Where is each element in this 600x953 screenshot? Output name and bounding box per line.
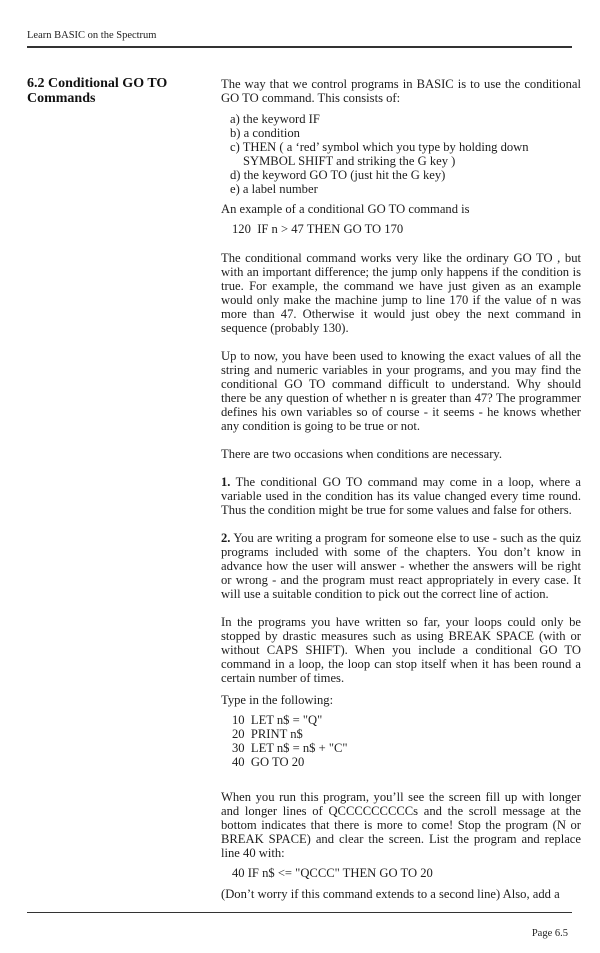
section-title: 6.2 Conditional GO TO Commands <box>27 76 168 106</box>
program-listing <box>232 713 581 769</box>
components-list <box>221 112 581 196</box>
final-paragraph: (Don’t worry if this command extends to a second line) Also, add a <box>221 887 560 901</box>
conditional-paragraph: The conditional command works very like the ordinary GO TO , but with an important difference; the jump only happens if the condition is true. For example, the command we have just given as an example would only make the machine jump to line 170 if the value of n was more than 47. Otherwise it would just obey the next command in sequence (probably 130). <box>221 251 581 335</box>
list-item: c) THEN ( a ‘red’ symbol which you type by holding down SYMBOL SHIFT and striking the G key ) <box>230 140 529 168</box>
list-item: e) a label number <box>230 182 318 196</box>
running-head: Learn BASIC on the Spectrum <box>27 30 157 41</box>
occasion-1-paragraph <box>221 475 581 517</box>
program-line: 30 LET n$ = n$ + "C" <box>232 741 348 755</box>
intro-paragraph: The way that we control programs in BASIC is to use the conditional GO TO command. This consists of: <box>221 77 581 105</box>
occasion-1-text: The conditional GO TO command may come in a loop, where a variable used in the condition has its value changed every time round. Thus the condition might be true for some values and false for others. <box>221 475 581 517</box>
occasion-2-text: You are writing a program for someone else to use - such as the quiz programs included with some of the chapters. You don’t know in advance how the user will answer - whether the answers will be right or wrong - and the program must react appropriately in every case. It will use a suitable condition to pick out the correct line of action. <box>221 531 581 601</box>
list-item: a) the keyword IF <box>230 112 320 126</box>
list-item: d) the keyword GO TO (just hit the G key) <box>230 168 446 182</box>
loops-paragraph: In the programs you have written so far, your loops could only be stopped by drastic measures such as using BREAK SPACE (with or without CAPS SHIFT). When you include a conditional GO TO command in a loop, the loop can stop itself when it has been round a certain number of times. <box>221 615 581 685</box>
occasion-2-number: 2. <box>221 531 231 545</box>
program-line: 10 LET n$ = "Q" <box>232 713 323 727</box>
header-rule <box>27 46 572 48</box>
body-text <box>221 77 581 901</box>
list-item: b) a condition <box>230 126 300 140</box>
example-code: 120 IF n > 47 THEN GO TO 170 <box>232 222 404 236</box>
type-following: Type in the following: <box>221 693 334 707</box>
example-intro: An example of a conditional GO TO command is <box>221 202 470 216</box>
two-occasions-paragraph: There are two occasions when conditions are necessary. <box>221 447 503 461</box>
upto-paragraph: Up to now, you have been used to knowing the exact values of all the string and numeric variables in your programs, and you may find the conditional GO TO command difficult to understand. Why should there be any question of whether n is greater than 47? The programmer defines his own variables so of course - it seems - he knows whether any condition is going to be true or not. <box>221 349 581 433</box>
replacement-code: 40 IF n$ <= "QCCC" THEN GO TO 20 <box>232 866 433 880</box>
footer-rule <box>27 912 572 913</box>
occasion-2-paragraph <box>221 531 581 601</box>
run-paragraph: When you run this program, you’ll see the screen fill up with longer and longer lines of QCCCCCCCCCs and the scroll message at the bottom indicates that there is more to come! Stop the program (N or BREAK SPACE) and clear the screen. List the program and replace line 40 with: <box>221 790 581 860</box>
program-line: 40 GO TO 20 <box>232 755 305 769</box>
occasion-1-number: 1. <box>221 475 231 489</box>
program-line: 20 PRINT n$ <box>232 727 303 741</box>
page-number: Page 6.5 <box>531 928 568 939</box>
